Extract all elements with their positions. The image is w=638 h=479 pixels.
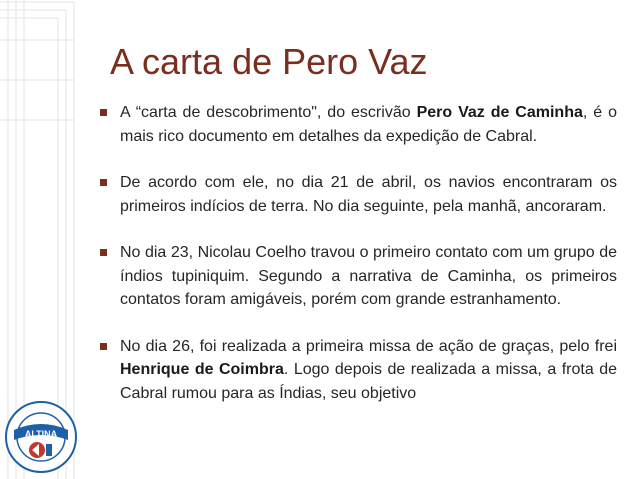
logo-text: ALTINA [24, 429, 58, 439]
bullet-list [100, 101, 617, 428]
bullet-text: De acordo com ele, no dia 21 de abril, os navios encontraram os primeiros indícios de terra. No dia seguinte, pela manhã, ancoraram. [120, 174, 617, 215]
square-bullet-icon [100, 249, 107, 256]
square-bullet-icon [100, 179, 107, 186]
bullet-item [100, 171, 617, 218]
bold-name: Henrique de Coimbra [120, 361, 284, 378]
bullet-text: A “carta de descobrimento", do escrivão Pero Vaz de Caminha, é o mais rico documento em detalhes da expedição de Cabral. [120, 104, 617, 145]
bullet-text: No dia 23, Nicolau Coelho travou o primeiro contato com um grupo de índios tupiniquim. Segundo a narrativa de Caminha, os primeiros contatos foram amigáveis, porém com grande estranhamento. [120, 244, 617, 308]
bold-name: Pero Vaz de Caminha [416, 104, 583, 121]
bullet-item [100, 101, 617, 148]
school-seal-icon [4, 400, 78, 474]
bullet-item [100, 335, 617, 406]
bullet-item [100, 241, 617, 312]
square-bullet-icon [100, 343, 107, 350]
slide-title: A carta de Pero Vaz [110, 41, 428, 82]
square-bullet-icon [100, 109, 107, 116]
bullet-text: No dia 26, foi realizada a primeira missa de ação de graças, pelo frei Henrique de Coimbra. Logo depois de realizada a missa, a frota de Cabral rumou para as Índias, seu objetivo [120, 337, 617, 402]
